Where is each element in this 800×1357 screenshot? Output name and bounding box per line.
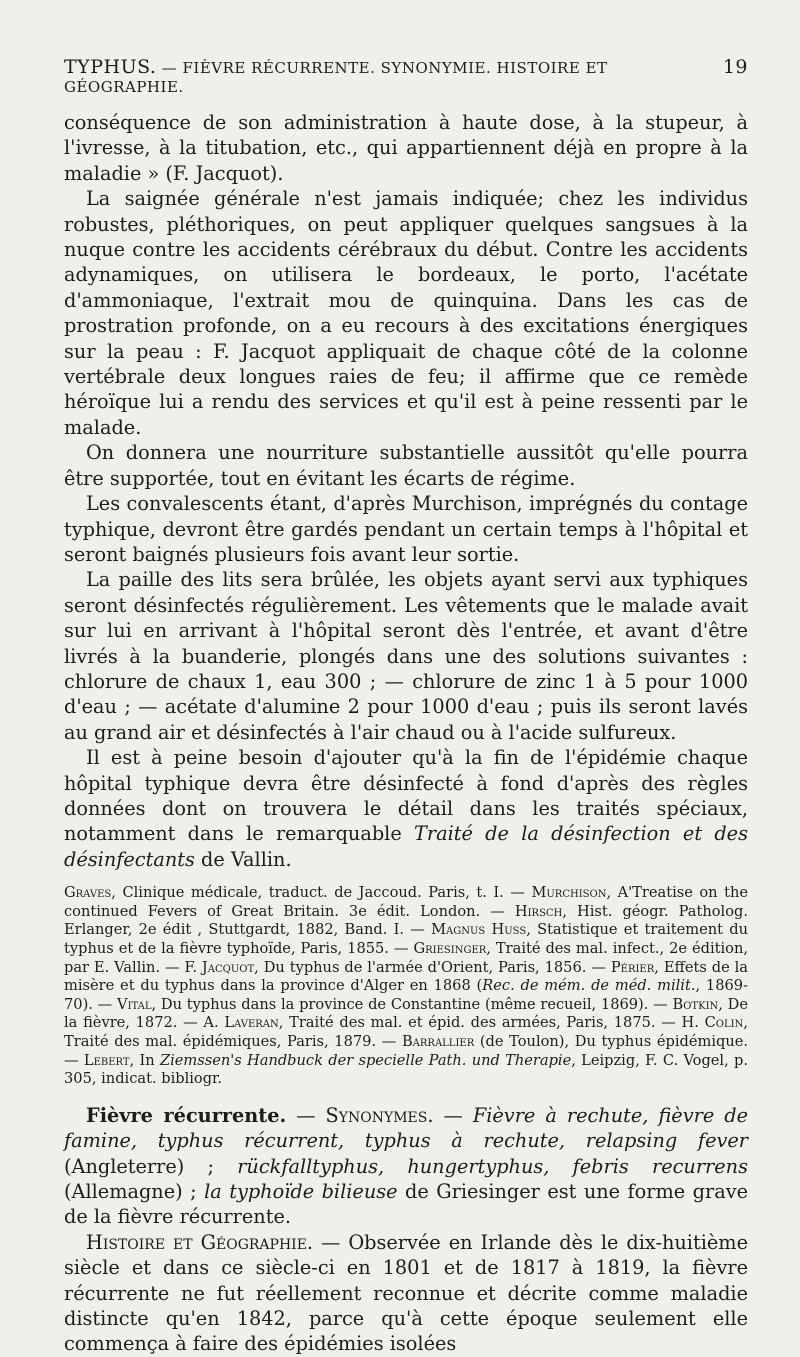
reference-text: , Traité des mal. et épid. des armées, Paris, 1875. — H. bbox=[278, 1014, 705, 1032]
reference-title: Ziemssen's Handbuck der specielle Path. und Therapie bbox=[159, 1051, 572, 1069]
synonyms-sep-1: (Angleterre) ; bbox=[64, 1154, 238, 1178]
reference-text: , Traité des mal. épidémiques, Paris, 1879. — bbox=[64, 1014, 748, 1050]
reference-author: Jacquot bbox=[201, 958, 255, 976]
reference-text: , In bbox=[129, 1051, 160, 1069]
running-title-main: TYPHUS. bbox=[64, 56, 157, 78]
reference-author: Barrallier bbox=[401, 1032, 475, 1050]
reference-author: Colin bbox=[704, 1014, 744, 1032]
synonymes-label: Synonymes. bbox=[325, 1103, 434, 1127]
running-head bbox=[64, 56, 748, 96]
running-title-rest: — FIÈVRE RÉCURRENTE. SYNONYMIE. HISTOIRE ET GÉOGRAPHIE. bbox=[64, 59, 608, 96]
reference-text: , Du typhus de l'armée d'Orient, Paris, 1856. — bbox=[254, 958, 611, 976]
reference-text: , Du typhus dans la province de Constantine (même recueil, 1869). — bbox=[151, 995, 673, 1013]
bibliography bbox=[64, 884, 748, 1089]
synonyms-english: Fièvre à rechute, fièvre de famine, typhus récurrent, typhus à rechute, relapsing fever bbox=[64, 1103, 749, 1153]
synonymie-section bbox=[64, 1103, 748, 1357]
paragraph-6-title: Traité de la désinfection et des désinfectants bbox=[64, 822, 748, 871]
reference-author: Graves bbox=[64, 884, 112, 902]
bibliography-text bbox=[64, 884, 748, 1089]
synonymie-paragraph bbox=[64, 1103, 748, 1230]
reference-author: Magnus Huss bbox=[431, 921, 527, 939]
running-title bbox=[64, 56, 723, 96]
reference-author: Périer bbox=[610, 958, 655, 976]
paragraph-5: La paille des lits sera brûlée, les objets ayant servi aux typhiques seront désinfectés régulièrement. Les vêtements que le malade avait sur lui en arrivant à l'hôpital seront dès l'entrée, et avant d'être livrés à la buanderie, plongés dans une des solutions suivantes : chlorure de chaux 1, eau 300 ; — chlorure de zinc 1 à 5 pour 1000 d'eau ; — acétate d'alumine 2 pour 1000 d'eau ; puis ils seront lavés au grand air et désinfectés à l'air chaud ou à l'acide sulfureux. bbox=[64, 568, 748, 744]
reference-text: , A'Treatise on the continued Fevers of Great Britain. 3e édit. London. — bbox=[64, 884, 748, 920]
reference-text: , Effets de la misère et du typhus dans la province d'Alger en 1868 ( bbox=[64, 958, 749, 995]
reference-text: , Traité des mal. infect., 2e édition, par E. Vallin. — F. bbox=[64, 939, 748, 976]
reference-author: Griesinger bbox=[413, 939, 487, 957]
section-heading: Fièvre récurrente. bbox=[86, 1103, 287, 1127]
reference-author: Murchison bbox=[531, 884, 607, 902]
dash-2: — bbox=[433, 1103, 473, 1127]
paragraph-4: Les convalescents étant, d'après Murchison, imprégnés du contage typhique, devront être gardés pendant un certain temps à l'hôpital et seront baignés plusieurs fois avant leur sortie. bbox=[64, 492, 748, 566]
dash: — bbox=[286, 1103, 326, 1127]
paragraph-6-text: Il est à peine besoin d'ajouter qu'à la fin de l'épidémie chaque hôpital typhique devra être désinfecté à fond d'après des règles données dont on trouvera le détail dans les traités spéciaux, notamment dans le remarquable bbox=[64, 746, 748, 846]
page-number: 19 bbox=[722, 56, 748, 78]
reference-author: Botkin bbox=[672, 995, 719, 1013]
paragraph-6 bbox=[64, 745, 748, 872]
histoire-label: Histoire et Géographie. bbox=[86, 1230, 314, 1254]
synonyms-german: rückfalltyphus, hungertyphus, febris recurrens bbox=[237, 1154, 748, 1178]
reference-text: (de Toulon), Du typhus épidémique. — bbox=[64, 1032, 748, 1069]
reference-text: , De la fièvre, 1872. — A. bbox=[64, 995, 749, 1032]
reference-text: , Statistique et traitement du typhus et de la fièvre typhoïde, Paris, 1855. — bbox=[64, 921, 748, 957]
paragraph-3: On donnera une nourriture substantielle aussitôt qu'elle pourra être supportée, tout en évitant les écarts de régime. bbox=[64, 441, 748, 490]
reference-author: Laveran bbox=[224, 1014, 279, 1032]
reference-text: , Hist. géogr. Patholog. Erlanger, 2e édit , Stuttgardt, 1882, Band. I. — bbox=[64, 902, 748, 939]
synonyms-end: de Griesinger est une forme grave de la fièvre récurrente. bbox=[64, 1179, 748, 1229]
reference-title: Rec. de mém. de méd. milit. bbox=[482, 977, 696, 995]
histoire-paragraph bbox=[64, 1230, 748, 1357]
histoire-text: — Observée en Irlande dès le dix-huitième siècle et dans ce siècle-ci en 1801 et de 1817 à 1819, la fièvre récurrente ne fut réellement reconnue et décrite comme maladie distincte qu'en 1842, parce qu'à cette époque seulement elle commença à faire des épidémies isolées bbox=[64, 1230, 748, 1356]
paragraph-1: conséquence de son administration à haute dose, à la stupeur, à l'ivresse, à la titubation, etc., qui appartiennent déjà en propre à la maladie » (F. Jacquot). bbox=[64, 111, 748, 185]
reference-author: Lebert bbox=[83, 1051, 130, 1069]
synonyms-sep-2: (Allemagne) ; bbox=[64, 1179, 205, 1203]
synonyms-griesinger: la typhoïde bilieuse bbox=[204, 1179, 398, 1203]
reference-text: , Leipzig, F. C. Vogel, p. 305, indicat. bibliogr. bbox=[64, 1051, 748, 1088]
reference-author: Vital bbox=[117, 995, 152, 1013]
paragraph-6-end: de Vallin. bbox=[194, 847, 292, 871]
paragraph-2: La saignée générale n'est jamais indiquée; chez les individus robustes, pléthoriques, on peut appliquer quelques sangsues à la nuque contre les accidents cérébraux du début. Contre les accidents adynamiques, on utilisera le bordeaux, le porto, l'acétate d'ammoniaque, l'extrait mou de quinquina. Dans les cas de prostration profonde, on a eu recours à des excitations énergiques sur la peau : F. Jacquot appliquait de chaque côté de la colonne vertébrale deux longues raies de feu; il affirme que ce remède héroïque lui a rendu des services et qu'il est à peine ressenti par le malade. bbox=[64, 187, 748, 439]
body-text bbox=[64, 110, 748, 872]
reference-author: Hirsch bbox=[514, 902, 563, 920]
reference-text: , Clinique médicale, traduct. de Jaccoud. Paris, t. I. — bbox=[111, 884, 532, 902]
reference-text: , 1869-70). — bbox=[64, 977, 749, 1013]
